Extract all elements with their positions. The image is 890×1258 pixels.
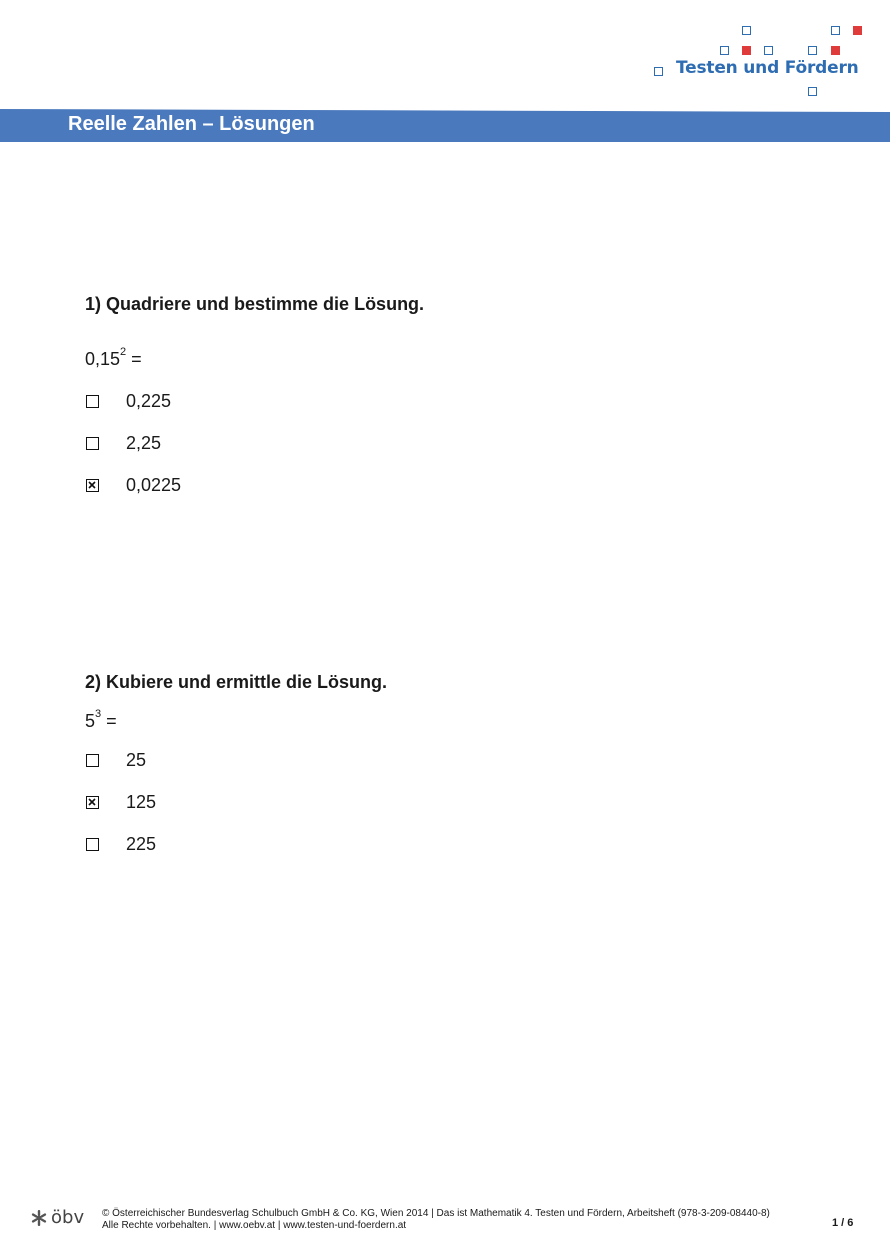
logo-square-icon [742,26,751,35]
checked-checkbox-icon[interactable] [86,796,99,809]
logo-square-icon [808,87,817,96]
task-1-expression-tail: = [126,349,142,369]
task-2-expression-exponent: 3 [95,708,102,720]
checkbox-icon[interactable] [86,395,99,408]
brand-name: Testen und Fördern [676,58,859,78]
publisher-logo-text: öbv [51,1207,85,1228]
publisher-star-icon [30,1209,48,1227]
checkbox-icon[interactable] [86,437,99,450]
task-2-option-label: 125 [126,792,157,812]
logo-square-icon [853,26,862,35]
logo-square-icon [654,67,663,76]
task-2-expression [85,708,117,732]
task-1-option-label: 0,0225 [126,475,182,495]
logo-square-icon [742,46,751,55]
task-1-expression-exponent: 2 [120,346,127,358]
task-1-title: 1) Quadriere und bestimme die Lösung. [85,294,425,314]
task-1-option-label: 2,25 [126,433,162,453]
check-x-icon [87,797,97,807]
task-2-title: 2) Kubiere und ermittle die Lösung. [85,672,388,692]
logo-square-icon [831,46,840,55]
brand-logo [0,0,890,110]
checkbox-icon[interactable] [86,838,99,851]
task-1-expression-base: 0,15 [85,349,121,369]
task-2-expression-base: 5 [85,711,96,731]
check-x-icon [87,480,97,490]
task-1-option-label: 0,225 [126,391,172,411]
task-2-option-label: 225 [126,834,157,854]
footer-rights: Alle Rechte vorbehalten. | www.oebv.at | www.testen-und-foerdern.at [102,1220,407,1231]
page-title: Reelle Zahlen – Lösungen [68,113,315,135]
logo-square-icon [831,26,840,35]
task-2-option-label: 25 [126,750,147,770]
footer-copyright: © Österreichischer Bundesverlag Schulbuch GmbH & Co. KG, Wien 2014 | Das ist Mathematik 4. Testen und Fördern, Arbeitsheft (978-3-209-08440-8) [102,1208,770,1219]
task-2-expression-tail: = [101,711,117,731]
logo-square-icon [720,46,729,55]
task-1-expression [85,346,142,370]
logo-square-icon [808,46,817,55]
page-number: 1 / 6 [832,1217,854,1229]
checked-checkbox-icon[interactable] [86,479,99,492]
logo-square-icon [764,46,773,55]
checkbox-icon[interactable] [86,754,99,767]
